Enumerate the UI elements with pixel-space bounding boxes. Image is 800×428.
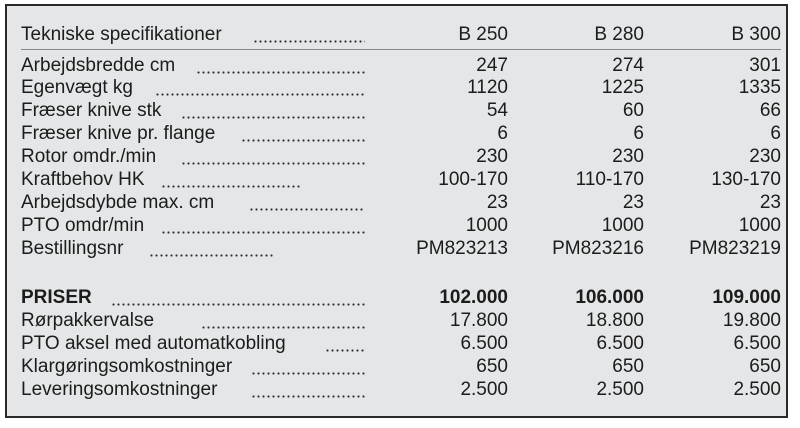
- spec-value-b300: 23: [759, 192, 781, 213]
- leader-dots: [149, 238, 273, 260]
- header-row: [21, 24, 781, 46]
- spec-label: Fræser knive stk: [21, 100, 162, 121]
- spec-value-b300: 6: [770, 123, 781, 144]
- spec-value-b300: 301: [749, 55, 781, 76]
- leader-dots: [201, 310, 365, 332]
- prices-header-row: [21, 287, 781, 309]
- leader-dots: [161, 169, 301, 191]
- spec-label: Fræser knive pr. flange: [21, 123, 216, 144]
- price-value-b280: 650: [612, 356, 644, 377]
- price-row: [21, 356, 781, 378]
- spec-label: Egenvægt kg: [21, 77, 133, 98]
- leader-dots: [249, 192, 365, 214]
- leader-dots: [251, 356, 365, 378]
- spec-table-panel: [5, 4, 788, 418]
- spec-row: [21, 123, 781, 145]
- spec-row: [21, 55, 781, 77]
- leader-dots: [161, 215, 365, 237]
- spec-value-b300: 1335: [738, 77, 781, 98]
- spec-value-b280: 110-170: [575, 169, 644, 190]
- price-value-b250: 2.500: [460, 379, 508, 400]
- spec-value-b280: 1225: [601, 77, 644, 98]
- spec-value-b250: 23: [486, 192, 508, 213]
- price-label: Rørpakkervalse: [21, 310, 155, 331]
- leader-dots: [196, 55, 365, 77]
- spec-value-b250: 247: [476, 55, 508, 76]
- header-leader-dots: [253, 24, 365, 46]
- price-base-b250: 102.000: [439, 287, 508, 308]
- spec-value-b280: 1000: [601, 215, 644, 236]
- price-value-b250: 650: [476, 356, 508, 377]
- leader-dots: [181, 146, 365, 168]
- leader-dots: [155, 77, 365, 99]
- price-label: Klargøringsomkostninger: [21, 356, 233, 377]
- spec-value-b300: 66: [759, 100, 781, 121]
- spec-value-b300: 230: [749, 146, 781, 167]
- price-value-b250: 6.500: [460, 333, 508, 354]
- spec-label: Bestillingsnr: [21, 238, 124, 259]
- column-header-b280: B 280: [594, 24, 644, 45]
- spec-row: [21, 100, 781, 122]
- column-header-b250: B 250: [458, 24, 508, 45]
- spec-value-b300: PM823219: [689, 238, 781, 259]
- spec-label: PTO omdr/min: [21, 215, 145, 236]
- spec-label: Rotor omdr./min: [21, 146, 157, 167]
- spec-value-b300: 1000: [738, 215, 781, 236]
- spec-row: [21, 169, 781, 191]
- price-row: [21, 379, 781, 401]
- price-base-b280: 106.000: [575, 287, 644, 308]
- spec-value-b280: 60: [622, 100, 644, 121]
- price-value-b280: 2.500: [596, 379, 644, 400]
- leader-dots: [251, 379, 365, 401]
- spec-value-b250: 100-170: [438, 169, 508, 190]
- price-value-b280: 18.800: [585, 310, 644, 331]
- prices-header-label: PRISER: [21, 287, 92, 308]
- spec-row: [21, 192, 781, 214]
- price-value-b300: 6.500: [733, 333, 781, 354]
- spec-value-b250: 1000: [465, 215, 508, 236]
- spec-value-b280: PM823216: [552, 238, 644, 259]
- spec-row: [21, 77, 781, 99]
- header-label: Tekniske specifikationer: [21, 24, 222, 45]
- leader-dots: [241, 123, 365, 145]
- spec-value-b250: 1120: [467, 77, 508, 98]
- spec-label: Kraftbehov HK: [21, 169, 145, 190]
- price-value-b250: 17.800: [449, 310, 508, 331]
- price-label: PTO aksel med automatkobling: [21, 333, 286, 354]
- price-row: [21, 310, 781, 332]
- spec-row: [21, 238, 781, 260]
- spec-row: [21, 215, 781, 237]
- header-divider: [21, 49, 781, 50]
- spec-value-b300: 130-170: [711, 169, 781, 190]
- spec-value-b250: 230: [476, 146, 508, 167]
- spec-value-b280: 23: [622, 192, 644, 213]
- spec-value-b250: 6: [497, 123, 508, 144]
- leader-dots: [325, 333, 365, 355]
- price-row: [21, 333, 781, 355]
- spec-value-b280: 274: [612, 55, 644, 76]
- leader-dots: [111, 287, 365, 309]
- spec-value-b280: 6: [633, 123, 644, 144]
- price-label: Leveringsomkostninger: [21, 379, 218, 400]
- spec-label: Arbejdsbredde cm: [21, 55, 176, 76]
- price-value-b300: 19.800: [722, 310, 781, 331]
- spec-value-b250: 54: [486, 100, 508, 121]
- leader-dots: [181, 100, 365, 122]
- spec-value-b250: PM823213: [416, 238, 508, 259]
- spec-label: Arbejdsdybde max. cm: [21, 192, 215, 213]
- price-base-b300: 109.000: [712, 287, 781, 308]
- price-value-b280: 6.500: [596, 333, 644, 354]
- spec-value-b280: 230: [612, 146, 644, 167]
- price-value-b300: 650: [749, 356, 781, 377]
- column-header-b300: B 300: [731, 24, 781, 45]
- price-value-b300: 2.500: [733, 379, 781, 400]
- spec-row: [21, 146, 781, 168]
